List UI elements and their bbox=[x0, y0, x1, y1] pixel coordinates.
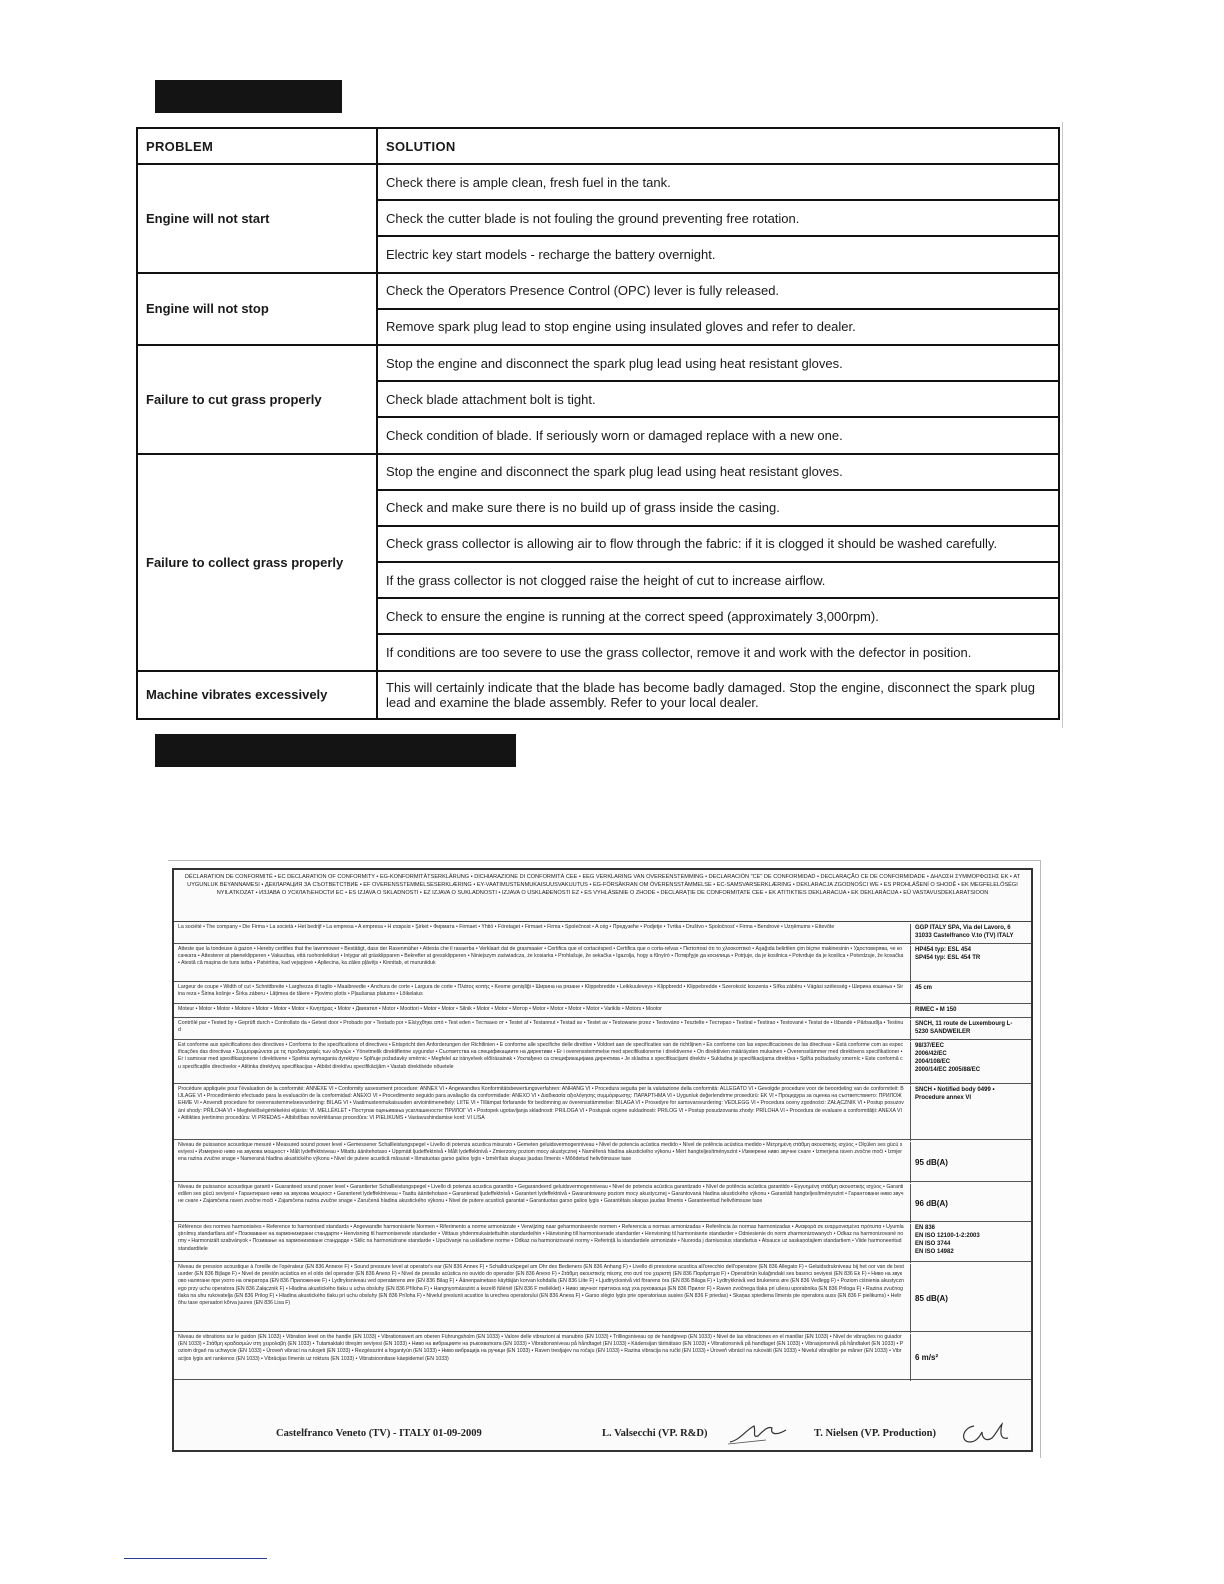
declaration-row-text: Niveau de pression acoustique à l'oreille de l'opérateur (EN 836 Annexe F) • Sound pressure level at operator's ear (EN 836 Annex F) • Schalldruckpegel am Ohr des Bedieners (EN 836 Anhang F) • Livello di pressione acustica all'orecchio dell'operatore (EN 836 Allegato F) • Geluidsdrukniveau bij het oor van de bestuurder (EN 836 Bijlage F) • Nivel de presión acústica en el oído del operador (EN 836 Anexo F) • Nível de pressão acústica no ouvido do operador (EN 836 Anexo F) • Στάθμη ακουστικής πίεσης στο αυτί του χειριστή (EN 836 Παράρτημα F) • Operatörün kulağındaki ses basıncı seviyesi (EN 836 Ek F) • Ниво на звуково налягане при ухото на оператора (EN 836 Приложение F) • Lydtryksniveau ved operatørens øre (EN 836 Bilag F) • Äänenpainetaso käyttäjän korvan kohdalla (EN 836 Liite F) • Ljudtrycksnivå vid förarens öra (EN 836 Bilaga F) • Lydtrykknivå ved brukerens øre (EN 836 Vedlegg F) • Poziom ciśnienia akustycznego przy uchu operatora (EN 836 Załącznik F) • Hladina akustického tlaku u ucha obsluhy (EN 836 Příloha F) • Hangnyomásszint a kezelő fülénél (EN 836 F melléklet) • Ниво звучног притиска код уха руковаоца (EN 836 Прилог F) • Raven zvočnega tlaka pri ušesu uporabnika (EN 836 Priloga F) • Razina zvučnog tlaka na uhu rukovatelja (EN 836 Prilog F) • Hladina akustického tlaku pri uchu obsluhy (EN 836 Príloha F) • Nivelul presiunii acustice la urechea operatorului (EN 836 Anexa F) • Garso slėgio lygis prie operatoriaus ausies (EN 836 F priedas) • Skaņas spiediena līmenis pie operatora auss (EN 836 F pielikums) • Helirõhu tase operaatori kõrva juures (EN 836 Lisa F) bbox=[178, 1264, 904, 1307]
declaration-row-text: Largeur de coupe • Width of cut • Schnittbreite • Larghezza di taglio • Maaibreedte • Anchura de corte • Largura de corte • Πλάτος κοπής • Kesme genişliği • Ширина на рязане • Klippebredde • Leikkuuleveys • Klippbredd • Klippebredde • Szerokość koszenia • Šířka záběru • Vágási szélesség • Ширина кошења • Širina reza • Širina košnje • Šírka záberu • Lățimea de tăiere • Pjovimo plotis • Pļaušanas platums • Lõikelaius bbox=[178, 984, 904, 998]
declaration-row-value: 6 m/s² bbox=[910, 1334, 1025, 1381]
problem-cell: Machine vibrates excessively bbox=[137, 671, 377, 719]
solution-cell: Stop the engine and disconnect the spark plug lead using heat resistant gloves. bbox=[377, 454, 1059, 490]
declaration-row-text: Procédure appliquée pour l'évaluation de la conformité: ANNEXE VI • Conformity assessment procedure: ANNEX VI • Angewandtes Konformitätsbewertungsverfahren: ANHANG VI • Procedura seguita per la valutazione della conformità: ALLEGATO VI • Gevolgde procedure voor de beoordeling van de conformiteit: BIJLAGE VI • Procedimiento efectuado para la evaluación de la conformidad: ANEXO VI • Procedimento seguido para avaliação da conformidade: ANEXO VI • Διαδικασία αξιολόγησης συμμόρφωσης: ΠΑΡΑΡΤΗΜΑ VI • Uygunluk değerlendirme prosedürü: EK VI • Процедура за оценка на съответствието: ПРИЛОЖЕНИЕ VI • Anvendt procedure for overensstemmelsesvurdering: BILAG VI • Vaatimustenmukaisuuden arviointimenettely: LIITE VI • Tillämpat förfarande för bedömning av överensstämmelse: BILAGA VI • Prosedyre for samsvarsvurdering: VEDLEGG VI • Procedura oceny zgodności: ZAŁĄCZNIK VI • Postup posuzování shody: PŘÍLOHA VI • Megfelelőségértékelési eljárás: VI. MELLÉKLET • Поступак оцењивања усаглашености: ПРИЛОГ VI • Postopek ugotavljanja skladnosti: PRILOGA VI • Postupak ocjene sukladnosti: PRILOG VI • Postup posudzovania zhody: PRÍLOHA VI • Procedura de evaluare a conformității: ANEXA VI • Atitikties įvertinimo procedūra: VI PRIEDAS • Atbilstības novērtēšanas procedūra: VI PIELIKUMS • Vastavushindamise kord: VI LISA bbox=[178, 1086, 904, 1121]
declaration-row bbox=[174, 1182, 1031, 1222]
declaration-row-text: La société • The company • Die Firma • La società • Het bedrijf • La empresa • A empresa • Η εταιρεία • Şirket • Фирмата • Firmaet • Yhtiö • Företaget • Firmaet • Firma • Společnost • A cég • Предузеће • Podjetje • Tvrtka • Društvo • Spoločnosť • Firma • Bendrovė • Uzņēmums • Ettevõte bbox=[178, 924, 835, 930]
declaration-row bbox=[174, 1084, 1031, 1140]
section-heading-bar-declaration bbox=[155, 734, 516, 767]
solution-cell: Check to ensure the engine is running at the correct speed (approximately 3,000rpm). bbox=[377, 598, 1059, 634]
declaration-row-text: Niveau de vibrations sur le guidon (EN 1033) • Vibration level on the handle (EN 1033) • Vibrationswert am oberen Führungsholm (EN 1033) • Valore delle vibrazioni al manubrio (EN 1033) • Trillingsniveau op de handgreep (EN 1033) • Nivel de las vibraciones en el manillar (EN 1033) • Nível de vibrações no guiador (EN 1033) • Στάθμη κραδασμών στη χειρολαβή (EN 1033) • Tutamaktaki titreşim seviyesi (EN 1033) • Ниво на вибрациите на ръкохватката (EN 1033) • Vibrationsniveau på håndtaget (EN 1033) • Kädensijan tärinätaso (EN 1033) • Vibrationsnivå på handtaget (EN 1033) • Vibrasjonsnivå på håndtaket (EN 1033) • Poziom drgań na uchwycie (EN 1033) • Úroveň vibrací na rukojeti (EN 1033) • Rezgésszint a fogantyún (EN 1033) • Ниво вибрација на ручици (EN 1033) • Raven tresljajev na ročaju (EN 1033) • Razina vibracija na ručki (EN 1033) • Úroveň vibrácií na rukoväti (EN 1033) • Nivelul vibrațiilor pe mâner (EN 1033) • Vibracijos lygis ant rankenos (EN 1033) • Vibrācijas līmenis uz roktura (EN 1033) • Vibratsioonitase käepidemel (EN 1033) bbox=[178, 1334, 904, 1362]
header-problem: PROBLEM bbox=[137, 128, 377, 164]
declaration-footer bbox=[174, 1418, 1031, 1450]
declaration-row-text: Niveau de puissance acoustique garanti • Guaranteed sound power level • Garantierter Schallleistungspegel • Livello di potenza acustica garantito • Gegarandeerd geluidsvermogenniveau • Nivel de potencia acústica garantizado • Nível de potência acústica garantido • Εγγυημένη στάθμη ακουστικής ισχύος • Garanti edilen ses gücü seviyesi • Гарантирано ниво на звукова мощност • Garanteret lydeffektniveau • Taattu äänitehotaso • Garanterad ljudeffektnivå • Garantert lydeffektnivå • Gwarantowany poziom mocy akustycznej • Garantovaná hladina akustického výkonu • Garantált hangteljesítményszint • Гарантовани ниво звучне снаге • Zajamčena raven zvočne moči • Zajamčena razina zvučne snage • Zaručená hladina akustického výkonu • Nivel de putere acustică garantat • Garantuotas garso galios lygis • Garantētais skaņas jaudas līmenis • Garanteeritud helivõimsuse tase bbox=[178, 1184, 904, 1205]
solution-cell: Electric key start models - recharge the battery overnight. bbox=[377, 236, 1059, 272]
solution-cell: Check the Operators Presence Control (OPC) lever is fully released. bbox=[377, 273, 1059, 309]
section-heading-bar-troubleshooting bbox=[155, 80, 342, 113]
declaration-row-value: RIMEC • M 150 bbox=[910, 1006, 1025, 1019]
declaration-of-conformity bbox=[172, 868, 1033, 1452]
solution-cell: Check and make sure there is no build up of grass inside the casing. bbox=[377, 490, 1059, 526]
problem-cell: Failure to collect grass properly bbox=[137, 454, 377, 671]
declaration-row-value: EN 836 EN ISO 12100-1-2:2003 EN ISO 3744 EN ISO 14982 bbox=[910, 1224, 1025, 1263]
declaration-row-text: Moteur • Motor • Motor • Motore • Motor • Motor • Motor • Κινητήρας • Motor • Двигател • Motor • Moottori • Motor • Motor • Silnik • Motor • Motor • Мотор • Motor • Motor • Motor • Motor • Variklis • Motors • Mootor bbox=[178, 1006, 662, 1012]
declaration-row bbox=[174, 1040, 1031, 1084]
declaration-row bbox=[174, 1262, 1031, 1332]
declaration-row-value: 98/37/EEC 2006/42/EC 2004/108/EC 2000/14/EC 2005/88/EC bbox=[910, 1042, 1025, 1085]
declaration-row-text: Est conforme aux spécifications des directives • Conforms to the specifications of directives • Entspricht den Anforderungen der Richtlinien • È conforme alle specifiche delle direttive • Voldoet aan de specificaties van de richtlijnen • Es conforme con las especificaciones de las directivas • Está conforme com as especificações das directivas • Συμμορφώνεται με τις προδιαγραφές των οδηγιών • Yönetmelik direktiflerine uygundur • Съответства на спецификациите на директиви • Er i overensstemmelse med specifikationerne i direktiverne • On direktiivien määräysten mukainen • Överensstämmer med direktivens specifikationer • Er i samsvar med spesifikasjonene i direktivene • Spełnia wymagania dyrektyw • Splňuje požadavky směrnic • Megfelel az irányelvek előírásainak • Усклађено са спецификацијама директива • Je skladna s specifikacijami direktiv • Sukladna je specifikacijama direktiva • Spĺňa požiadavky smerníc • Este conformă cu specificațiile directivelor • Atitinka direktyvų specifikacijas • Atbilst direktīvu specifikācijām • Vastab direktiivide nõuetele bbox=[178, 1042, 904, 1070]
solution-cell: Remove spark plug lead to stop engine using insulated gloves and refer to dealer. bbox=[377, 309, 1059, 345]
declaration-row-text: Atteste que la tondeuse à gazon • Hereby certifies that the lawnmower • Bestätigt, dass der Rasenmäher • Attesta che il rasaerba • Verklaart dat de grasmaaier • Certifica que el cortacésped • Certifica que o corta-relvas • Πιστοποιεί ότι το χλοοκοπτικό • Aşağıda belirtilen çim biçme makinesinin • Удостоверява, че косачката • Attesterer at plæneklipperen • Vakuuttaa, että ruohonleikkuri • Intygar att gräsklipparen • Bekrefter at gressklipperen • Niniejszym zaświadcza, że kosiarka • Prohlašuje, že sekačka • Igazolja, hogy a fűnyíró • Потврђује да косилица • Potrjuje, da je kosilnica • Potvrđuje da je kosilica • Potvrdzuje, že kosačka • Atestă că mașina de tuns iarba • Patvirtina, kad vejapjovė • Apliecina, ka zāles pļāvējs • Kinnitab, et muruniiduk bbox=[178, 946, 904, 967]
table-row bbox=[137, 454, 1059, 490]
solution-cell: Check condition of blade. If seriously worn or damaged replace with a new one. bbox=[377, 417, 1059, 453]
troubleshooting-table bbox=[136, 127, 1060, 720]
declaration-row-value: 96 dB(A) bbox=[910, 1184, 1025, 1223]
table-row bbox=[137, 164, 1059, 200]
solution-cell: If conditions are too severe to use the grass collector, remove it and work with the defector in position. bbox=[377, 634, 1059, 670]
signer-1: L. Valsecchi (VP. R&D) bbox=[602, 1428, 708, 1439]
solution-cell: If the grass collector is not clogged raise the height of cut to increase airflow. bbox=[377, 562, 1059, 598]
declaration-row-value: SNCH, 11 route de Luxembourg L-5230 SANDWEILER bbox=[910, 1020, 1025, 1041]
declaration-row-text: Référence des normes harmonisées • Reference to harmonised standards • Angewandte harmonisierte Normen • Riferimento a norme armonizzate • Verwijzing naar geharmoniseerde normen • Referencia a normas armonizadas • Referência às normas harmonizadas • Αναφορά σε εναρμονισμένα πρότυπα • Uyumlaştırılmış standartlara atıf • Позоваване на хармонизирани стандарти • Henvisning til harmoniserede standarder • Viittaus yhdenmukaistettuihin standardeihin • Hänvisning till harmoniserade standarder • Henvisning til harmoniserte standarder • Odniesienie do norm zharmonizowanych • Odkaz na harmonizované normy • Harmonizált szabványok • Позивање на хармонизоване стандарде • Sklic na harmonizirane standarde • Upućivanje na usklađene norme • Odkaz na harmonizované normy • Referință la standardele armonizate • Nuoroda į darniuosius standartus • Atsauce uz saskaņotajiem standartiem • Viide harmoneeritud standarditele bbox=[178, 1224, 904, 1252]
signer-2: T. Nielsen (VP. Production) bbox=[814, 1428, 937, 1439]
table-row bbox=[137, 345, 1059, 381]
declaration-header: DÉCLARATION DE CONFORMITÉ • EC DECLARATION OF CONFORMITY • EG-KONFORMITÄTSERKLÄRUNG • DICHIARAZIONE DI CONFORMITÀ CEE • EEG VERKLARING VAN OVEREENSTEMMING • DECLARACIÓN "CE" DE CONFORMIDAD • DECLARAÇÃO CE DE CONFORMIDADE • ΔΗΛΩΣΗ ΣΥΜΜΟΡΦΩΣΗΣ ΕΚ • AT UYGUNLUK BEYANNAMESI • ДЕКЛАРАЦИЯ ЗА СЪОТВЕТСТВИЕ • EF OVERENSSTEMMELSESERKLÆRING • EY-VAATIMUSTENMUKAISUUSVAKUUTUS • EG-FÖRSÄKRAN OM ÖVERENSSTÄMMELSE • EC-SAMSVARSERKLÆRING • DEKLARACJA ZGODNOŚCI WE • ES PROHLÁŠENÍ O SHODĚ • EK MEGFELELŐSÉGI NYILATKOZAT • ИЗЈАВА О УСКЛАЂЕНОСТИ EC • ES IZJAVA O SKLADNOSTI • EZ IZJAVA O SUKLADNOSTI • IZJAVA O USKLAĐENOSTI EZ • ES VYHLÁSENIE O ZHODE • DECLARAȚIE DE CONFORMITATE CEE • EK ATITIKTIES DEKLARACIJA • EK DEKLARĀCIJA • EÜ VASTAVUSDEKLARATSIOON bbox=[174, 870, 1031, 922]
declaration-row bbox=[174, 944, 1031, 982]
footer-rule bbox=[124, 1558, 267, 1559]
solution-cell: Stop the engine and disconnect the spark plug lead using heat resistant gloves. bbox=[377, 345, 1059, 381]
declaration-row bbox=[174, 1140, 1031, 1182]
declaration-row bbox=[174, 1332, 1031, 1380]
declaration-row bbox=[174, 1018, 1031, 1040]
solution-cell: Check there is ample clean, fresh fuel in the tank. bbox=[377, 164, 1059, 200]
solution-cell: This will certainly indicate that the blade has become badly damaged. Stop the engine, disconnect the spark plug lead and examine the blade assembly. Refer to your local dealer. bbox=[377, 671, 1059, 719]
declaration-row-text: Niveau de puissance acoustique mesuré • Measured sound power level • Gemessener Schallleistungspegel • Livello di potenza acustica misurato • Gemeten geluidsvermogenniveau • Nivel de potencia acústica medido • Nível de potência acústica medido • Μετρημένη στάθμη ακουστικής ισχύος • Ölçülen ses gücü seviyesi • Измерено ниво на звукова мощност • Målt lydeffektniveau • Mitattu äänitehotaso • Uppmätt ljudeffektnivå • Målt lydeffektnivå • Zmierzony poziom mocy akustycznej • Naměřená hladina akustického výkonu • Mért hangteljesítményszint • Измерени ниво звучне снаге • Izmerjena raven zvočne moči • Izmjerena razina zvučne snage • Nameraná hladina akustického výkonu • Nivel de putere acustică măsurat • Išmatuotas garso galios lygis • Izmērītais skaņas jaudas līmenis • Mõõdetud helivõimsuse tase bbox=[178, 1142, 903, 1163]
declaration-row-value: SNCH • Notified body 0499 • Procedure annex VI bbox=[910, 1086, 1025, 1141]
problem-cell: Engine will not start bbox=[137, 164, 377, 273]
declaration-row bbox=[174, 922, 1031, 944]
declaration-row-value: GGP ITALY SPA, Via del Lavoro, 6 31033 Castelfranco V.to (TV) ITALY bbox=[910, 924, 1025, 945]
solution-cell: Check blade attachment bolt is tight. bbox=[377, 381, 1059, 417]
declaration-row-value: 45 cm bbox=[910, 984, 1025, 1005]
header-solution: SOLUTION bbox=[377, 128, 1059, 164]
place-date: Castelfranco Veneto (TV) - ITALY 01-09-2009 bbox=[276, 1428, 482, 1439]
table-row bbox=[137, 671, 1059, 719]
table-row bbox=[137, 273, 1059, 309]
declaration-row bbox=[174, 982, 1031, 1004]
declaration-row-value: HP454 typ: ESL 454 SP454 typ: ESL 454 TR bbox=[910, 946, 1025, 983]
signature-2 bbox=[956, 1420, 1016, 1448]
signature-1 bbox=[726, 1420, 790, 1446]
problem-cell: Engine will not stop bbox=[137, 273, 377, 345]
declaration-row bbox=[174, 1004, 1031, 1018]
declaration-row-value: 95 dB(A) bbox=[910, 1142, 1025, 1183]
declaration-row-value: 85 dB(A) bbox=[910, 1264, 1025, 1333]
solution-cell: Check grass collector is allowing air to flow through the fabric: if it is clogged it should be washed carefully. bbox=[377, 526, 1059, 562]
declaration-row-text: Contrôlé par • Tested by • Geprüft durch • Controllato da • Getest door • Probado por • Testado por • Ελέγχθηκε από • Test eden • Тествано от • Testet af • Testannut • Testad av • Testet av • Testowane przez • Testováno • Tesztelte • Тестирао • Testiral • Testirao • Testované • Testat de • Išbandė • Pārbaudīja • Testinud bbox=[178, 1020, 904, 1034]
problem-cell: Failure to cut grass properly bbox=[137, 345, 377, 454]
solution-cell: Check the cutter blade is not fouling the ground preventing free rotation. bbox=[377, 200, 1059, 236]
declaration-row bbox=[174, 1222, 1031, 1262]
table-header-row bbox=[137, 128, 1059, 164]
